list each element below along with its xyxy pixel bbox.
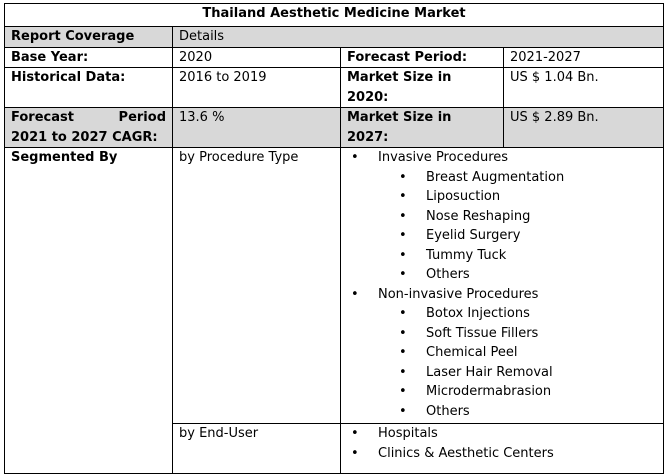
list-item: • Nose Reshaping [347,207,657,227]
list-item: • Hospitals [347,424,657,444]
bullet-icon: • [351,445,359,461]
procedure-type-list [341,148,664,424]
procedure-type-label: by Procedure Type [173,148,341,424]
market-size-2020-value: US $ 1.04 Bn. [504,68,664,108]
list-item: • Microdermabrasion [347,382,657,402]
list-item: • Tummy Tuck [347,246,657,266]
list-item: • Non-invasive Procedures [347,285,657,305]
header-report-coverage: Report Coverage [5,27,173,48]
list-item: • Breast Augmentation [347,168,657,188]
segmented-by-label: Segmented By [5,148,173,474]
report-table [4,3,664,474]
base-year-label: Base Year: [5,47,173,68]
bullet-icon: • [351,426,359,441]
end-user-list [341,424,664,474]
table-row [5,47,664,68]
bullet-icon: • [399,306,407,321]
bullet-icon: • [351,286,359,302]
bullet-icon: • [399,208,407,224]
bullet-icon: • [399,247,407,263]
bullet-icon: • [399,364,407,380]
forecast-period-value: 2021-2027 [504,47,664,68]
bullet-icon: • [399,345,407,360]
bullet-icon: • [399,228,407,243]
cagr-label: Forecast Period 2021 to 2027 CAGR: [5,108,173,148]
base-year-value: 2020 [173,47,341,68]
historical-data-label: Historical Data: [5,68,173,108]
forecast-period-label: Forecast Period: [341,47,504,68]
market-size-2027-value: US $ 2.89 Bn. [504,108,664,148]
bullet-icon: • [351,150,359,165]
bullet-icon: • [399,384,407,399]
table-row [5,108,664,148]
market-size-2027-label: Market Size in 2027: [341,108,504,148]
table-row [5,148,664,424]
historical-data-value: 2016 to 2019 [173,68,341,108]
list-item: • Clinics & Aesthetic Centers [347,444,657,464]
market-size-2020-label: Market Size in 2020: [341,68,504,108]
cagr-value: 13.6 % [173,108,341,148]
list-item: • Eyelid Surgery [347,226,657,246]
table-row [5,68,664,108]
list-item: • Soft Tissue Fillers [347,324,657,344]
table-title: Thailand Aesthetic Medicine Market [5,4,664,27]
list-item: • Others [347,402,657,422]
bullet-icon: • [399,169,407,185]
bullet-icon: • [399,267,407,282]
list-item: • Invasive Procedures [347,148,657,168]
bullet-icon: • [399,403,407,419]
bullet-icon: • [399,325,407,341]
list-item: • Chemical Peel [347,343,657,363]
bullet-icon: • [399,189,407,204]
list-item: • Liposuction [347,187,657,207]
list-item: • Others [347,265,657,285]
list-item: • Botox Injections [347,304,657,324]
end-user-label: by End-User [173,424,341,474]
header-details: Details [173,27,664,48]
list-item: • Laser Hair Removal [347,363,657,383]
